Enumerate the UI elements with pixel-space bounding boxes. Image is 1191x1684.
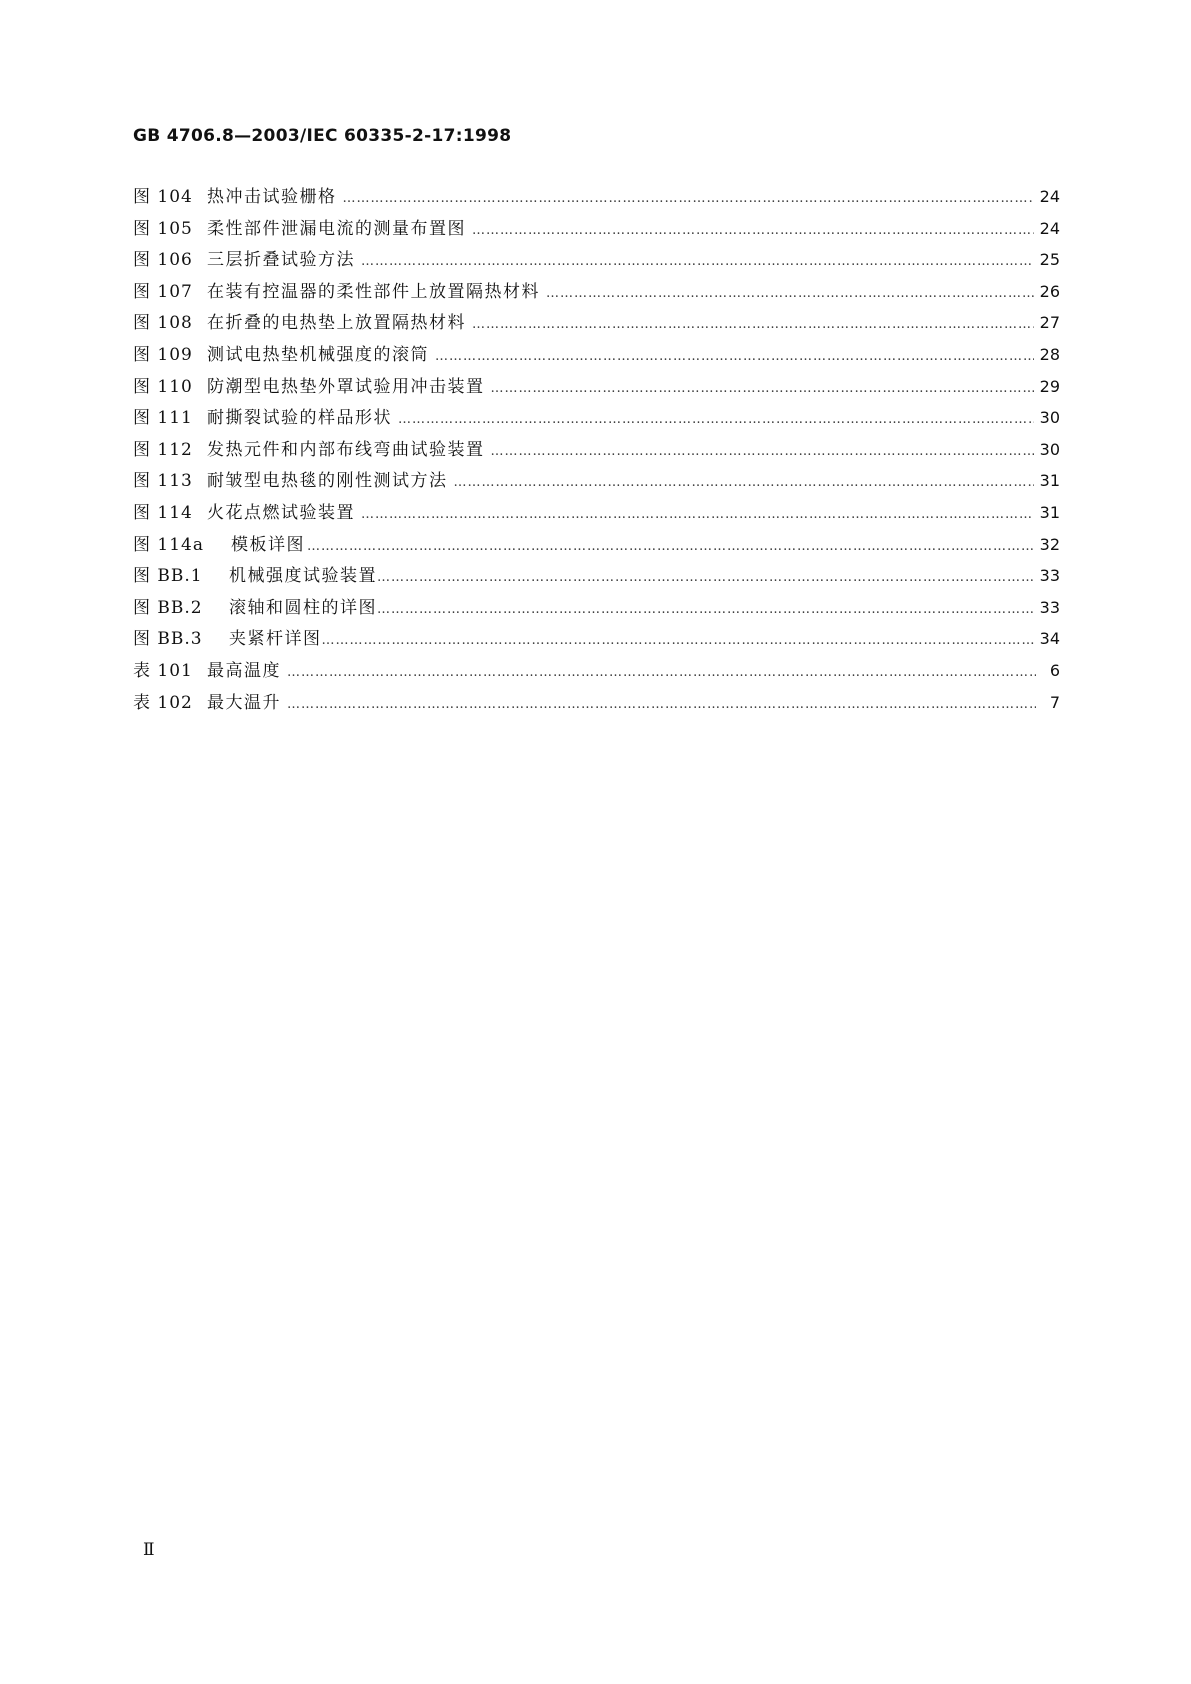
toc-entry[interactable] [133,592,1060,624]
toc-entry-label: 图 113 [133,471,193,492]
toc-entry-page: 24 [1039,218,1060,238]
toc-entry-title: 模板详图 [231,534,305,555]
toc-entry[interactable] [133,371,1060,403]
document-header: GB 4706.8—2003/IEC 60335-2-17:1998 [133,126,512,146]
toc-entry-title: 防潮型电热垫外罩试验用冲击装置 [207,376,485,397]
toc-leader-dots [287,657,1036,687]
page-number: Ⅱ [143,1540,155,1560]
toc-entry-title: 耐撕裂试验的样品形状 [207,408,392,429]
toc-entry-page: 27 [1039,313,1060,333]
toc-entry-page: 33 [1039,597,1060,617]
toc-entry-title: 热冲击试验栅格 [207,187,337,207]
toc-entry[interactable] [133,529,1060,561]
toc-entry-label: 图 105 [133,218,193,239]
toc-entry[interactable] [133,244,1060,276]
toc-entry[interactable] [133,307,1060,339]
toc-leader-dots [287,689,1036,719]
toc-leader-dots [361,499,1034,529]
toc-leader-dots [454,467,1034,497]
toc-entry-title: 机械强度试验装置 [229,566,377,587]
toc-entry-label: 图 BB.2 [133,597,203,618]
toc-entry-title: 测试电热垫机械强度的滚筒 [207,344,429,365]
toc-entry[interactable] [133,623,1060,655]
toc-entry-label: 图 BB.1 [133,566,203,587]
toc-entry-page: 6 [1049,660,1060,680]
toc-entry-page: 28 [1039,344,1060,364]
toc-entry-page: 30 [1039,408,1060,428]
toc-entry-title: 耐皱型电热毯的刚性测试方法 [207,471,448,492]
toc-leader-dots [435,341,1034,371]
toc-entry[interactable] [133,434,1060,466]
toc-entry[interactable] [133,276,1060,308]
toc-leader-dots [472,215,1034,245]
toc-entry-page: 25 [1039,250,1060,270]
toc-entry-label: 图 112 [133,439,193,460]
toc-entry-page: 31 [1039,502,1060,522]
toc-entry-title: 柔性部件泄漏电流的测量布置图 [207,218,466,239]
toc-leader-dots [322,625,1034,655]
toc-entry[interactable] [133,213,1060,245]
toc-entry[interactable] [133,655,1060,687]
toc-entry-page: 7 [1049,692,1060,712]
toc-entry[interactable] [133,402,1060,434]
toc-entry-title: 在装有控温器的柔性部件上放置隔热材料 [207,281,540,302]
toc-leader-dots [472,309,1034,339]
toc-entry-title: 三层折叠试验方法 [207,250,355,271]
toc-leader-dots [377,594,1034,624]
toc-entry-label: 图 108 [133,313,193,334]
toc-leader-dots [307,531,1034,561]
toc-entry-page: 24 [1039,187,1060,206]
toc-entry-label: 图 114a [133,534,204,555]
toc-entry-page: 33 [1039,566,1060,586]
toc-entry[interactable] [133,465,1060,497]
toc-entry-label: 图 110 [133,376,193,397]
toc-leader-dots [343,183,1034,213]
toc-entry-label: 图 104 [133,187,193,207]
toc-entry-title: 最高温度 [207,660,281,681]
toc-entry[interactable] [133,560,1060,592]
toc-leader-dots [398,404,1034,434]
toc-entry-label: 表 101 [133,660,193,681]
toc-leader-dots [491,436,1034,466]
toc-entry-title: 火花点燃试验装置 [207,502,355,523]
toc-entry-label: 图 109 [133,344,193,365]
toc-entry-label: 图 107 [133,281,193,302]
toc-leader-dots [361,246,1034,276]
toc-entry-page: 30 [1039,439,1060,459]
toc-entry-page: 32 [1039,534,1060,554]
toc-entry-title: 在折叠的电热垫上放置隔热材料 [207,313,466,334]
toc-entry[interactable] [133,687,1060,719]
toc-leader-dots [546,278,1034,308]
toc-entry-page: 29 [1039,376,1060,396]
toc-entry-label: 图 111 [133,408,193,429]
toc-entry-label: 图 114 [133,502,193,523]
toc-entry[interactable] [133,181,1060,213]
toc-entry[interactable] [133,339,1060,371]
toc-entry-title: 滚轴和圆柱的详图 [229,597,377,618]
toc-entry-page: 31 [1039,471,1060,491]
toc-entry-page: 26 [1039,281,1060,301]
toc-entry-label: 表 102 [133,692,193,713]
toc-entry-page: 34 [1039,629,1060,649]
toc-leader-dots [491,373,1034,403]
toc-entry-title: 最大温升 [207,692,281,713]
toc-entry[interactable] [133,497,1060,529]
toc-entry-title: 夹紧杆详图 [229,629,322,650]
toc-entry-label: 图 BB.3 [133,629,203,650]
toc-leader-dots [377,562,1034,592]
toc-entry-label: 图 106 [133,250,193,271]
table-of-contents [133,181,1060,718]
toc-entry-title: 发热元件和内部布线弯曲试验装置 [207,439,485,460]
